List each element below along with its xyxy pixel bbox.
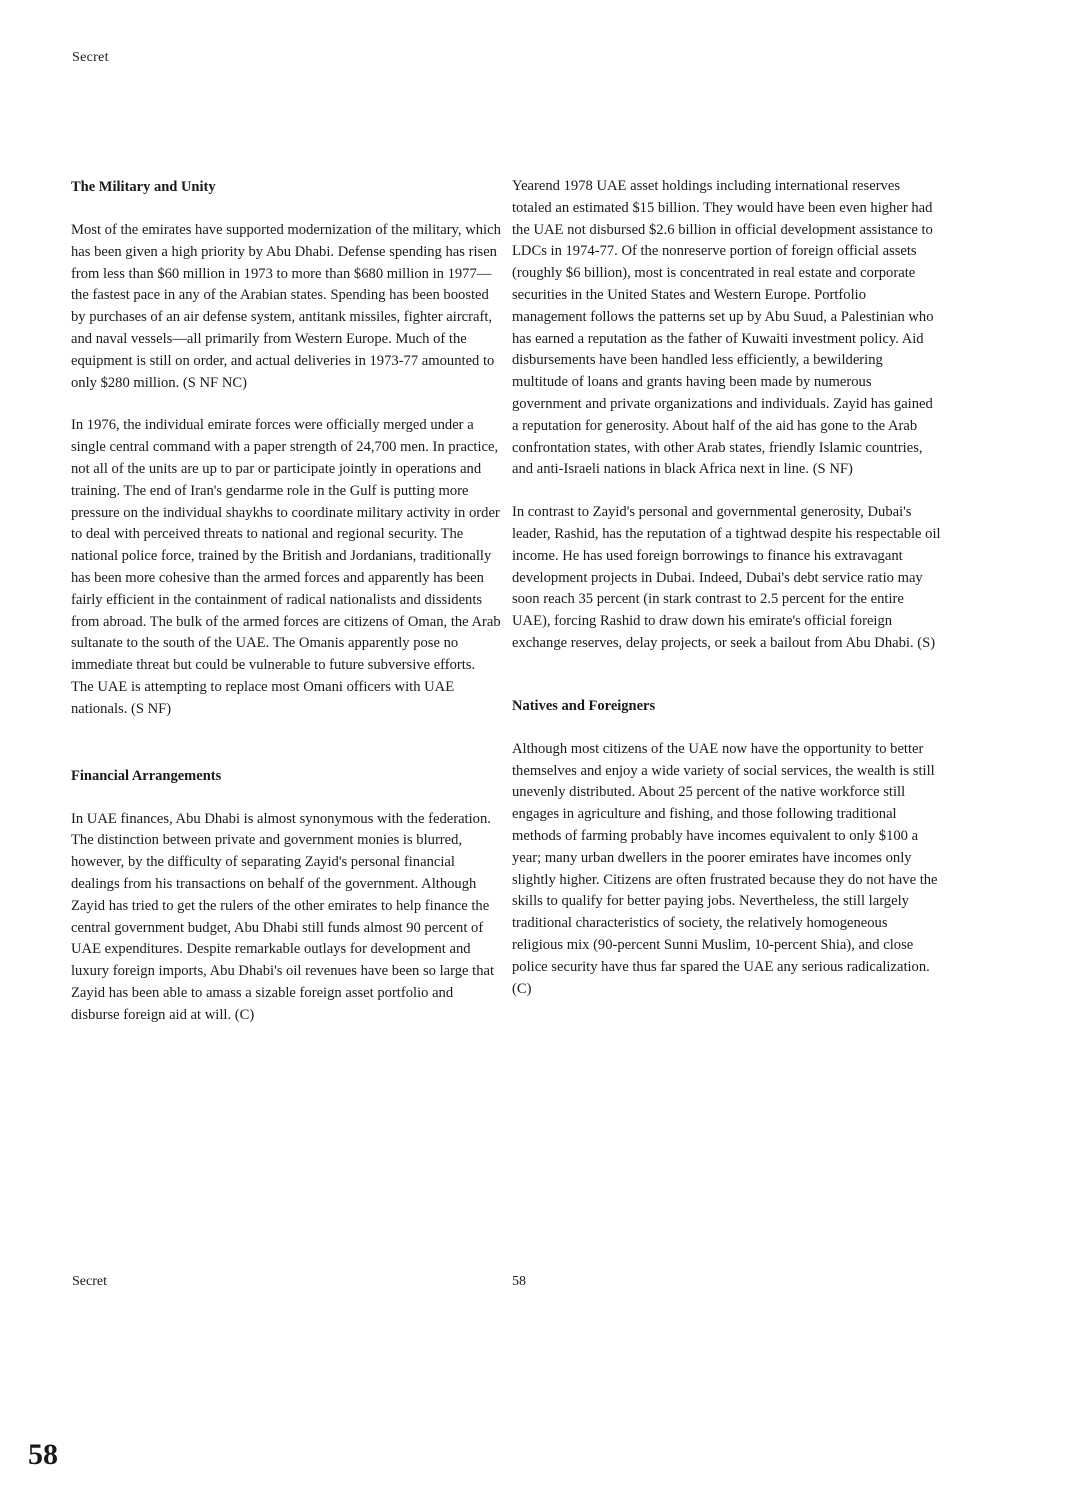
paragraph-natives-1: Although most citizens of the UAE now have the opportunity to better themselves and enjoy a wide variety of social services, the wealth is still unevenly distributed. About 25 percent of the native workforce still engages in agriculture and fishing, and those following traditional methods of farming probably have incomes equivalent to only $100 a year; many urban dwellers in the poorer emirates have incomes only slightly higher. Citizens are often frustrated because they do not have the skills to qualify for better paying jobs. Nevertheless, the still largely traditional characteristics of society, the relatively homogeneous religious mix (90-percent Sunni Muslim, 10-percent Shia), and close police security have thus far spared the UAE any serious radicalization. (C) — [512, 740, 938, 997]
footer-page-number: 58 — [512, 1274, 526, 1289]
paragraph-military-1: Most of the emirates have supported modernization of the military, which has been given a high priority by Abu Dhabi. Defense spending has risen from less than $60 million in 1973 to more than $680 million in 1977—the fastest pace in any of the Arabian states. Spending has been boosted by purchases of an air defense system, antitank missiles, fighter aircraft, and naval vessels—all primarily from Western Europe. Much of the equipment is still on order, and actual deliveries in 1973-77 amounted to only $280 million. (S NF NC) — [71, 222, 501, 391]
section-heading-natives: Natives and Foreigners — [512, 697, 656, 714]
paragraph-assets: Yearend 1978 UAE asset holdings including international reserves totaled an estimated $15 billion. They would have been even higher had the UAE not disbursed $2.6 billion in official development assistance to LDCs in 1974-77. Of the nonreserve portion of foreign official assets (roughly $6 billion), most is concentrated in real estate and corporate securities in the United States and Western Europe. Portfolio management follows the patterns set up by Abu Suud, a Palestinian who has earned a reputation as the father of Kuwaiti investment policy. Aid disbursements have been handled less efficiently, a bewildering multitude of loans and grants having been made by numerous government and private organizations and individuals. Zayid has gained a reputation for generosity. About half of the aid has gone to the Arab confrontation states, with other Arab states, friendly Islamic countries, and anti-Israeli nations in black Africa next in line. (S NF) — [512, 178, 934, 478]
classification-footer: Secret — [72, 1274, 107, 1289]
left-column — [71, 176, 501, 1027]
section-heading-military-unity: The Military and Unity — [71, 179, 216, 195]
paragraph-dubai: In contrast to Zayid's personal and governmental generosity, Dubai's leader, Rashid, has the reputation of a tightwad despite his respectable oil income. He has used foreign borrowings to finance his extravagant development projects in Dubai. Indeed, Dubai's debt service ratio may soon reach 35 percent (in stark contrast to 2.5 percent for the entire UAE), forcing Rashid to draw down his emirate's official foreign exchange reserves, delay projects, or seek a bailout from Abu Dhabi. (S) — [512, 504, 941, 651]
classification-header: Secret — [72, 50, 109, 65]
right-column — [512, 176, 942, 1000]
paragraph-military-2: In 1976, the individual emirate forces were officially merged under a single central command with a paper strength of 24,700 men. In practice, not all of the units are up to par or participate jointly in operations and training. The end of Iran's gendarme role in the Gulf is putting more pressure on the individual shaykhs to coordinate military activity in order to deal with perceived threats to national and regional security. The national police force, trained by the British and Jordanians, traditionally has been more cohesive than the armed forces and apparently has been fairly efficient in the containment of radical nationalists and dissidents from abroad. The bulk of the armed forces are citizens of Oman, the Arab sultanate to the south of the UAE. The Omanis apparently pose no immediate threat but could be vulnerable to future subversive efforts. The UAE is attempting to replace most Omani officers with UAE nationals. (S NF) — [71, 417, 501, 717]
large-page-number: 58 — [28, 1438, 58, 1471]
section-heading-financial: Financial Arrangements — [71, 767, 222, 784]
paragraph-financial-1: In UAE finances, Abu Dhabi is almost synonymous with the federation. The distinction between private and government monies is blurred, however, by the difficulty of separating Zayid's personal financial dealings from his transactions on behalf of the government. Although Zayid has tried to get the rulers of the other emirates to help finance the central government budget, Abu Dhabi still funds almost 90 percent of UAE expenditures. Despite remarkable outlays for development and luxury foreign imports, Abu Dhabi's oil revenues have been so large that Zayid has been able to amass a sizable foreign asset portfolio and disburse foreign aid at will. (C) — [71, 810, 495, 1023]
